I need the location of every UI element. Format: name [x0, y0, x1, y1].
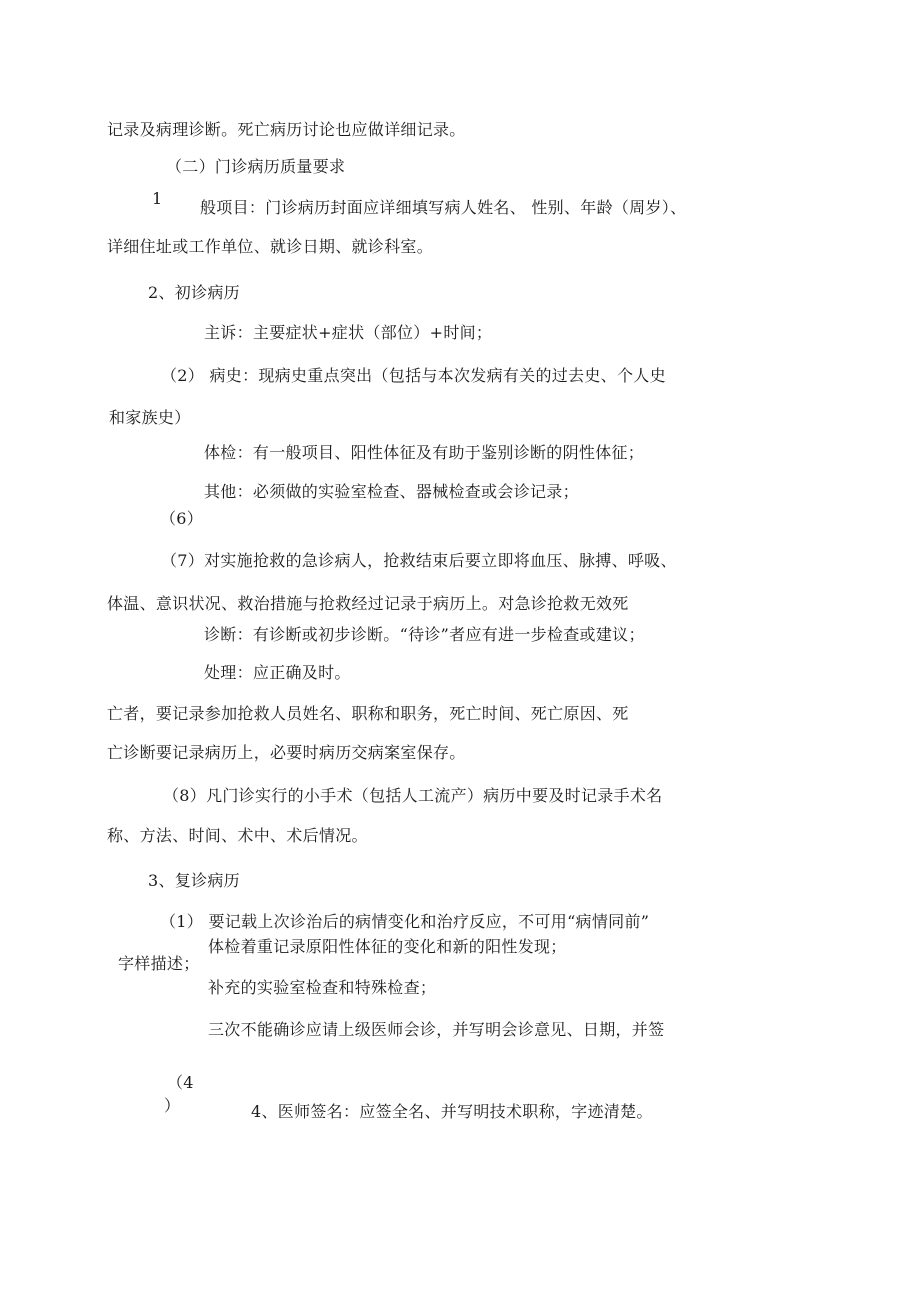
- text-line: （8）凡门诊实行的小手术（包括人工流产）病历中要及时记录手术名: [163, 786, 663, 805]
- subsection-heading: 3、复诊病历: [148, 871, 240, 890]
- text-line: 体检着重记录原阳性体征的变化和新的阳性发现；: [208, 937, 567, 956]
- text-line: 称、方法、时间、术中、术后情况。: [107, 826, 368, 845]
- text-line: 体检：有一般项目、阳性体征及有助于鉴别诊断的阴性体征；: [204, 443, 645, 462]
- text-line: 补充的实验室检查和特殊检查；: [208, 978, 437, 997]
- text-line: 4、医师签名：应签全名、并写明技术职称，字迹清楚。: [251, 1102, 653, 1121]
- list-number: （4: [167, 1073, 194, 1092]
- text-line: 记录及病理诊断。死亡病历讨论也应做详细记录。: [107, 120, 466, 139]
- list-number: 1: [152, 189, 163, 208]
- text-line: （1） 要记载上次诊治后的病情变化和治疗反应，不可用“病情同前”: [160, 912, 650, 931]
- text-line: 主诉：主要症状+症状（部位）+时间；: [204, 323, 493, 342]
- text-line: 诊断：有诊断或初步诊断。“待诊”者应有进一步检查或建议；: [204, 625, 645, 644]
- list-number: （6）: [160, 509, 204, 528]
- text-line: 字样描述；: [118, 954, 200, 973]
- section-heading: （二）门诊病历质量要求: [166, 157, 346, 176]
- text-line: 其他：必须做的实验室检查、器械检查或会诊记录；: [204, 482, 579, 501]
- subsection-heading: 2、初诊病历: [148, 283, 240, 302]
- text-line: 详细住址或工作单位、就诊日期、就诊科室。: [107, 237, 434, 256]
- text-line: 亡诊断要记录病历上，必要时病历交病案室保存。: [107, 743, 466, 762]
- text-line: 亡者，要记录参加抢救人员姓名、职称和职务，死亡时间、死亡原因、死: [107, 704, 629, 723]
- text-line: 般项目：门诊病历封面应详细填写病人姓名、 性别、年龄（周岁）、: [200, 198, 687, 217]
- text-line: 体温、意识状况、救治措施与抢救经过记录于病历上。对急诊抢救无效死: [107, 594, 629, 613]
- text-line: （7）对实施抢救的急诊病人，抢救结束后要立即将血压、脉搏、呼吸、: [161, 551, 677, 570]
- list-number: ）: [164, 1096, 181, 1115]
- text-line: （2） 病史：现病史重点突出（包括与本次发病有关的过去史、个人史: [161, 366, 666, 385]
- text-line: 三次不能确诊应请上级医师会诊，并写明会诊意见、日期，并签: [208, 1020, 665, 1039]
- text-line: 和家族史）: [109, 408, 191, 427]
- text-line: 处理：应正确及时。: [204, 663, 351, 682]
